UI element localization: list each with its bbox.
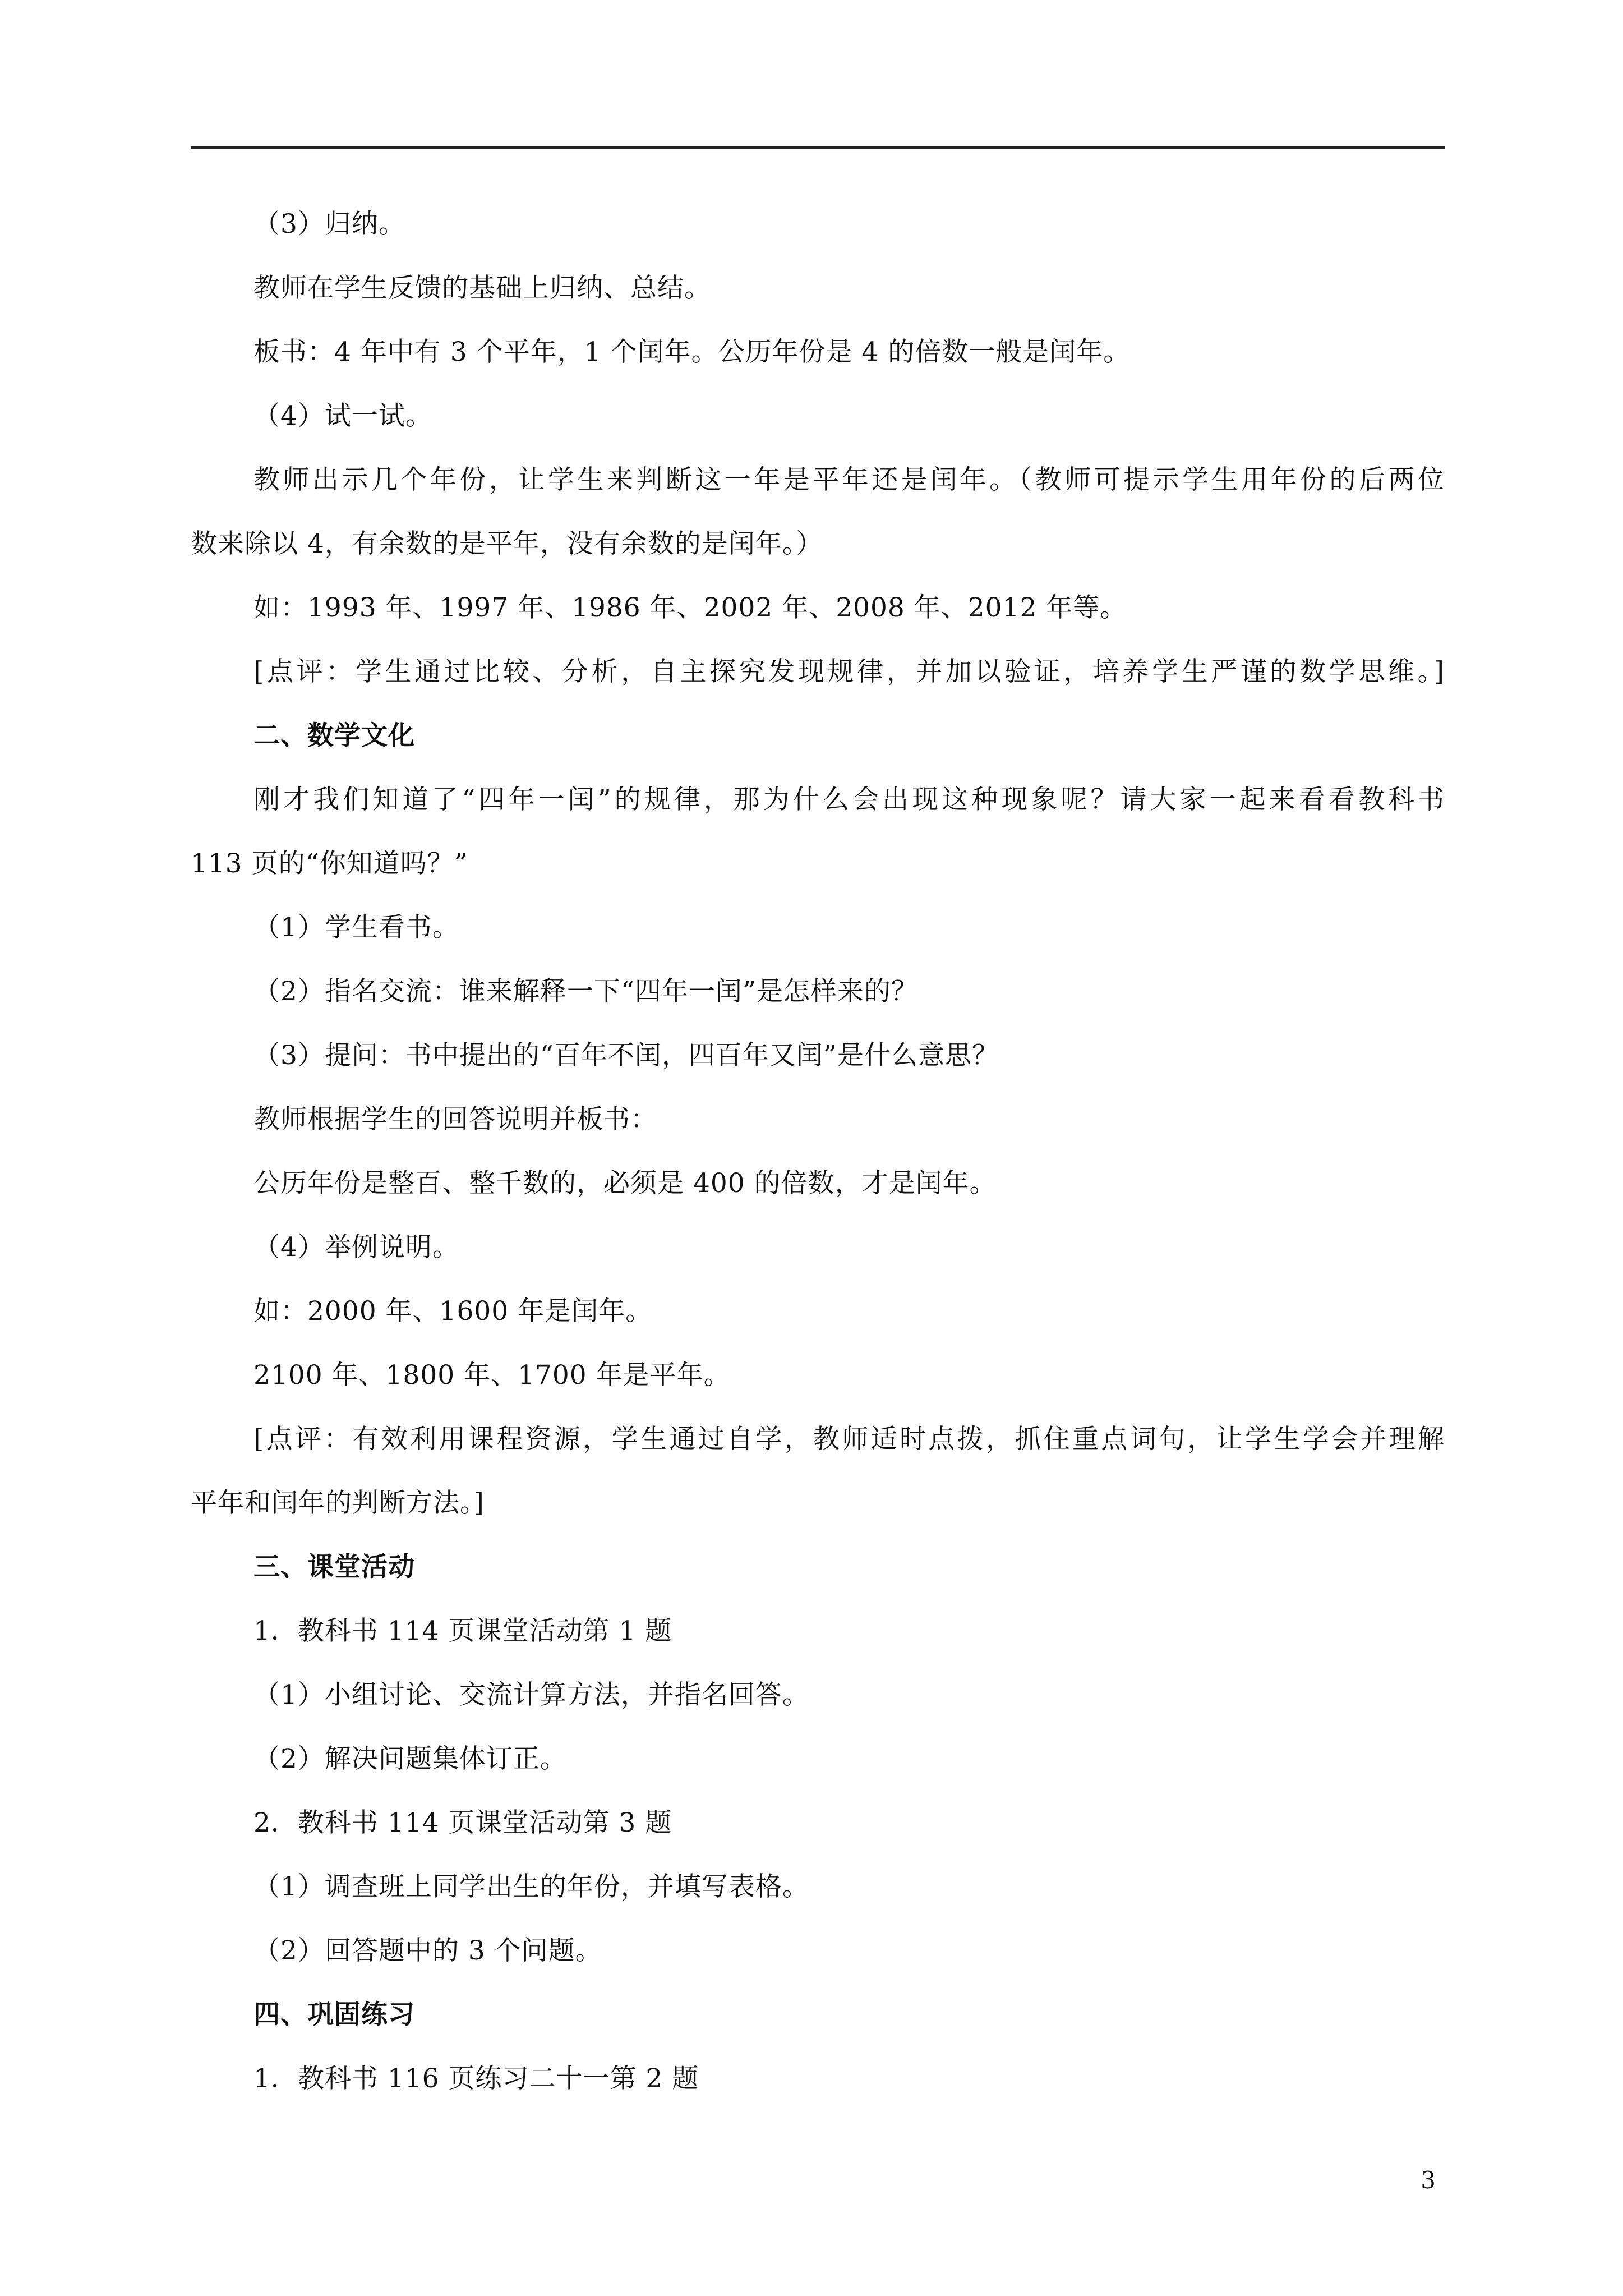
text-line: 2100 年、1800 年、1700 年是平年。 — [253, 1360, 731, 1391]
text-line: （1）调查班上同学出生的年份，并填写表格。 — [253, 1871, 809, 1902]
text-line: 教师根据学生的回答说明并板书： — [253, 1104, 657, 1135]
text-line: （3）提问：书中提出的“百年不闰，四百年又闰”是什么意思？ — [253, 1040, 999, 1071]
header-rule — [191, 146, 1445, 149]
text-line: [点评：学生通过比较、分析，自主探究发现规律，并加以验证，培养学生严谨的数学思维。] — [253, 656, 1445, 687]
text-line: 刚才我们知道了“四年一闰”的规律，那为什么会出现这种现象呢？请大家一起来看看教科书 — [253, 784, 1445, 815]
text-line: 教师在学生反馈的基础上归纳、总结。 — [253, 273, 711, 303]
text-line: （4）举例说明。 — [253, 1232, 459, 1263]
text-line: 如：2000 年、1600 年是闰年。 — [253, 1296, 653, 1327]
text-line: 1．教科书 116 页练习二十一第 2 题 — [253, 2063, 699, 2094]
document-body — [191, 209, 1445, 2127]
text-line: [点评：有效利用课程资源，学生通过自学，教师适时点拨，抓住重点词句，让学生学会并理解 — [253, 1424, 1445, 1455]
section-heading: 二、数学文化 — [253, 720, 415, 751]
text-line: （1）学生看书。 — [253, 912, 459, 943]
text-line: 113 页的“你知道吗？” — [191, 848, 468, 879]
text-line: 平年和闰年的判断方法。] — [191, 1488, 485, 1519]
text-line: 数来除以 4，有余数的是平年，没有余数的是闰年。） — [191, 528, 823, 559]
text-line: 板书：4 年中有 3 个平年，1 个闰年。公历年份是 4 的倍数一般是闰年。 — [253, 337, 1131, 367]
text-line: （2）指名交流：谁来解释一下“四年一闰”是怎样来的？ — [253, 976, 918, 1007]
text-line: 2．教科书 114 页课堂活动第 3 题 — [253, 1807, 672, 1838]
section-heading: 四、巩固练习 — [253, 1999, 415, 2030]
text-line: （2）回答题中的 3 个问题。 — [253, 1935, 602, 1966]
text-line: （4）试一试。 — [253, 401, 432, 431]
text-line: （1）小组讨论、交流计算方法，并指名回答。 — [253, 1680, 809, 1710]
text-line: （2）解决问题集体订正。 — [253, 1743, 567, 1774]
section-heading: 三、课堂活动 — [253, 1552, 415, 1582]
text-line: （3）归纳。 — [253, 209, 405, 240]
page-number: 3 — [1421, 2166, 1436, 2194]
text-line: 如：1993 年、1997 年、1986 年、2002 年、2008 年、2012 年等。 — [253, 592, 1127, 623]
text-line: 教师出示几个年份，让学生来判断这一年是平年还是闰年。（教师可提示学生用年份的后两位 — [253, 464, 1445, 495]
text-line: 1．教科书 114 页课堂活动第 1 题 — [253, 1616, 672, 1646]
text-line: 公历年份是整百、整千数的，必须是 400 的倍数，才是闰年。 — [253, 1168, 997, 1199]
